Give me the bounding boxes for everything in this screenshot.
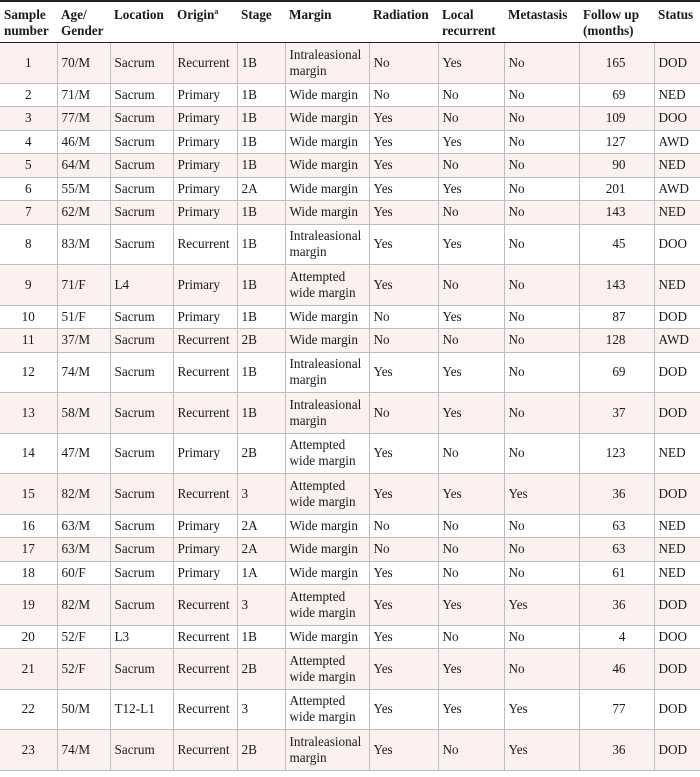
location-cell: Sacrum: [110, 730, 173, 771]
follow-up-cell: 69: [579, 83, 654, 107]
sample-number-cell: 4: [0, 130, 57, 154]
location-cell: Sacrum: [110, 177, 173, 201]
margin-cell: Wide margin: [285, 154, 369, 178]
follow-up-cell: 165: [579, 43, 654, 84]
age-gender-cell: 74/M: [57, 730, 110, 771]
location-cell: Sacrum: [110, 474, 173, 515]
table-row: [0, 433, 700, 474]
radiation-cell: Yes: [369, 177, 438, 201]
radiation-cell: Yes: [369, 689, 438, 730]
radiation-cell: Yes: [369, 730, 438, 771]
location-cell: Sacrum: [110, 201, 173, 225]
status-cell: DOO: [654, 625, 700, 649]
column-header: Radiation: [369, 1, 438, 43]
location-cell: Sacrum: [110, 43, 173, 84]
metastasis-cell: No: [504, 83, 579, 107]
age-gender-cell: 60/F: [57, 561, 110, 585]
radiation-cell: No: [369, 83, 438, 107]
local-recurrent-cell: No: [438, 538, 504, 562]
stage-cell: 1B: [237, 305, 285, 329]
stage-cell: 1B: [237, 625, 285, 649]
table-row: [0, 83, 700, 107]
header-label: Origin: [177, 7, 215, 22]
column-header: Follow up (months): [579, 1, 654, 43]
sample-number-cell: 3: [0, 107, 57, 131]
status-cell: NED: [654, 514, 700, 538]
margin-cell: Wide margin: [285, 83, 369, 107]
stage-cell: 1B: [237, 265, 285, 306]
sample-number-cell: 17: [0, 538, 57, 562]
margin-cell: Intraleasional margin: [285, 393, 369, 434]
age-gender-cell: 62/M: [57, 201, 110, 225]
location-cell: Sacrum: [110, 154, 173, 178]
table-row: [0, 538, 700, 562]
follow-up-cell: 36: [579, 585, 654, 626]
table-row: [0, 305, 700, 329]
column-header: Margin: [285, 1, 369, 43]
metastasis-cell: No: [504, 625, 579, 649]
radiation-cell: Yes: [369, 201, 438, 225]
age-gender-cell: 83/M: [57, 224, 110, 265]
location-cell: T12-L1: [110, 689, 173, 730]
margin-cell: Intraleasional margin: [285, 43, 369, 84]
margin-cell: Wide margin: [285, 130, 369, 154]
follow-up-cell: 127: [579, 130, 654, 154]
stage-cell: 2B: [237, 433, 285, 474]
margin-cell: Wide margin: [285, 201, 369, 225]
sample-number-cell: 23: [0, 730, 57, 771]
follow-up-cell: 46: [579, 649, 654, 690]
status-cell: NED: [654, 538, 700, 562]
stage-cell: 1B: [237, 393, 285, 434]
sample-number-cell: 7: [0, 201, 57, 225]
origin-cell: Recurrent: [173, 224, 237, 265]
table-body: [0, 43, 700, 771]
stage-cell: 1B: [237, 107, 285, 131]
sample-number-cell: 11: [0, 329, 57, 353]
sample-number-cell: 18: [0, 561, 57, 585]
radiation-cell: No: [369, 514, 438, 538]
sample-number-cell: 10: [0, 305, 57, 329]
age-gender-cell: 37/M: [57, 329, 110, 353]
radiation-cell: Yes: [369, 649, 438, 690]
local-recurrent-cell: Yes: [438, 474, 504, 515]
local-recurrent-cell: Yes: [438, 393, 504, 434]
origin-cell: Recurrent: [173, 649, 237, 690]
age-gender-cell: 58/M: [57, 393, 110, 434]
metastasis-cell: No: [504, 538, 579, 562]
table-row: [0, 561, 700, 585]
location-cell: Sacrum: [110, 305, 173, 329]
location-cell: Sacrum: [110, 83, 173, 107]
status-cell: DOD: [654, 730, 700, 771]
local-recurrent-cell: No: [438, 433, 504, 474]
metastasis-cell: Yes: [504, 585, 579, 626]
sample-number-cell: 5: [0, 154, 57, 178]
age-gender-cell: 51/F: [57, 305, 110, 329]
table-row: [0, 689, 700, 730]
age-gender-cell: 63/M: [57, 514, 110, 538]
metastasis-cell: Yes: [504, 730, 579, 771]
status-cell: AWD: [654, 329, 700, 353]
local-recurrent-cell: No: [438, 154, 504, 178]
stage-cell: 2B: [237, 329, 285, 353]
local-recurrent-cell: No: [438, 107, 504, 131]
footnote-marker: a: [214, 7, 219, 16]
origin-cell: Primary: [173, 154, 237, 178]
origin-cell: Recurrent: [173, 585, 237, 626]
stage-cell: 3: [237, 689, 285, 730]
origin-cell: Primary: [173, 265, 237, 306]
location-cell: Sacrum: [110, 433, 173, 474]
radiation-cell: Yes: [369, 433, 438, 474]
metastasis-cell: No: [504, 201, 579, 225]
origin-cell: Recurrent: [173, 329, 237, 353]
local-recurrent-cell: No: [438, 514, 504, 538]
origin-cell: Recurrent: [173, 393, 237, 434]
location-cell: Sacrum: [110, 585, 173, 626]
margin-cell: Attempted wide margin: [285, 474, 369, 515]
stage-cell: 2A: [237, 177, 285, 201]
local-recurrent-cell: No: [438, 561, 504, 585]
local-recurrent-cell: No: [438, 201, 504, 225]
column-header: Location: [110, 1, 173, 43]
radiation-cell: No: [369, 305, 438, 329]
sample-number-cell: 9: [0, 265, 57, 306]
metastasis-cell: No: [504, 514, 579, 538]
origin-cell: Primary: [173, 177, 237, 201]
stage-cell: 1A: [237, 561, 285, 585]
metastasis-cell: No: [504, 177, 579, 201]
margin-cell: Wide margin: [285, 177, 369, 201]
sample-number-cell: 8: [0, 224, 57, 265]
follow-up-cell: 69: [579, 352, 654, 393]
location-cell: L4: [110, 265, 173, 306]
radiation-cell: Yes: [369, 625, 438, 649]
metastasis-cell: No: [504, 352, 579, 393]
location-cell: L3: [110, 625, 173, 649]
metastasis-cell: No: [504, 43, 579, 84]
location-cell: Sacrum: [110, 224, 173, 265]
metastasis-cell: No: [504, 154, 579, 178]
status-cell: DOD: [654, 43, 700, 84]
table-row: [0, 43, 700, 84]
local-recurrent-cell: No: [438, 625, 504, 649]
location-cell: Sacrum: [110, 130, 173, 154]
metastasis-cell: No: [504, 224, 579, 265]
status-cell: DOO: [654, 107, 700, 131]
metastasis-cell: Yes: [504, 689, 579, 730]
sample-number-cell: 15: [0, 474, 57, 515]
margin-cell: Attempted wide margin: [285, 265, 369, 306]
local-recurrent-cell: Yes: [438, 130, 504, 154]
table-row: [0, 393, 700, 434]
margin-cell: Wide margin: [285, 514, 369, 538]
table-row: [0, 352, 700, 393]
table-row: [0, 585, 700, 626]
radiation-cell: Yes: [369, 154, 438, 178]
origin-cell: Primary: [173, 201, 237, 225]
metastasis-cell: No: [504, 649, 579, 690]
margin-cell: Wide margin: [285, 329, 369, 353]
follow-up-cell: 36: [579, 730, 654, 771]
radiation-cell: No: [369, 329, 438, 353]
status-cell: DOD: [654, 649, 700, 690]
table-row: [0, 130, 700, 154]
radiation-cell: Yes: [369, 107, 438, 131]
sample-number-cell: 2: [0, 83, 57, 107]
origin-cell: Primary: [173, 433, 237, 474]
location-cell: Sacrum: [110, 561, 173, 585]
metastasis-cell: No: [504, 130, 579, 154]
status-cell: NED: [654, 201, 700, 225]
status-cell: DOD: [654, 474, 700, 515]
location-cell: Sacrum: [110, 514, 173, 538]
age-gender-cell: 64/M: [57, 154, 110, 178]
follow-up-cell: 143: [579, 201, 654, 225]
location-cell: Sacrum: [110, 649, 173, 690]
local-recurrent-cell: Yes: [438, 585, 504, 626]
radiation-cell: Yes: [369, 561, 438, 585]
table-row: [0, 514, 700, 538]
local-recurrent-cell: Yes: [438, 689, 504, 730]
table-row: [0, 265, 700, 306]
radiation-cell: Yes: [369, 474, 438, 515]
sample-number-cell: 19: [0, 585, 57, 626]
location-cell: Sacrum: [110, 393, 173, 434]
status-cell: NED: [654, 83, 700, 107]
status-cell: DOD: [654, 689, 700, 730]
stage-cell: 2B: [237, 649, 285, 690]
sample-number-cell: 14: [0, 433, 57, 474]
age-gender-cell: 77/M: [57, 107, 110, 131]
radiation-cell: Yes: [369, 265, 438, 306]
follow-up-cell: 63: [579, 514, 654, 538]
radiation-cell: Yes: [369, 130, 438, 154]
stage-cell: 2A: [237, 538, 285, 562]
stage-cell: 3: [237, 585, 285, 626]
stage-cell: 1B: [237, 154, 285, 178]
stage-cell: 1B: [237, 201, 285, 225]
table-row: [0, 201, 700, 225]
radiation-cell: Yes: [369, 585, 438, 626]
table-row: [0, 107, 700, 131]
radiation-cell: No: [369, 43, 438, 84]
column-header: Metastasis: [504, 1, 579, 43]
local-recurrent-cell: No: [438, 265, 504, 306]
age-gender-cell: 63/M: [57, 538, 110, 562]
follow-up-cell: 37: [579, 393, 654, 434]
radiation-cell: No: [369, 393, 438, 434]
margin-cell: Attempted wide margin: [285, 649, 369, 690]
header-row: [0, 1, 700, 43]
stage-cell: 1B: [237, 130, 285, 154]
local-recurrent-cell: No: [438, 83, 504, 107]
follow-up-cell: 45: [579, 224, 654, 265]
margin-cell: Attempted wide margin: [285, 433, 369, 474]
status-cell: NED: [654, 561, 700, 585]
age-gender-cell: 55/M: [57, 177, 110, 201]
local-recurrent-cell: No: [438, 329, 504, 353]
column-header: Local recurrent: [438, 1, 504, 43]
status-cell: DOD: [654, 393, 700, 434]
metastasis-cell: No: [504, 305, 579, 329]
follow-up-cell: 63: [579, 538, 654, 562]
age-gender-cell: 50/M: [57, 689, 110, 730]
origin-cell: Recurrent: [173, 352, 237, 393]
age-gender-cell: 70/M: [57, 43, 110, 84]
follow-up-cell: 201: [579, 177, 654, 201]
origin-cell: Recurrent: [173, 730, 237, 771]
origin-cell: Recurrent: [173, 474, 237, 515]
age-gender-cell: 71/M: [57, 83, 110, 107]
margin-cell: Attempted wide margin: [285, 689, 369, 730]
table-row: [0, 224, 700, 265]
origin-cell: Primary: [173, 561, 237, 585]
follow-up-cell: 109: [579, 107, 654, 131]
stage-cell: 1B: [237, 224, 285, 265]
age-gender-cell: 52/F: [57, 625, 110, 649]
origin-cell: Primary: [173, 514, 237, 538]
table-row: [0, 177, 700, 201]
margin-cell: Intraleasional margin: [285, 730, 369, 771]
table-row: [0, 329, 700, 353]
origin-cell: Primary: [173, 130, 237, 154]
column-header: Age/ Gender: [57, 1, 110, 43]
follow-up-cell: 87: [579, 305, 654, 329]
radiation-cell: Yes: [369, 224, 438, 265]
location-cell: Sacrum: [110, 352, 173, 393]
status-cell: DOD: [654, 585, 700, 626]
status-cell: NED: [654, 433, 700, 474]
age-gender-cell: 74/M: [57, 352, 110, 393]
location-cell: Sacrum: [110, 329, 173, 353]
column-header: Status: [654, 1, 700, 43]
location-cell: Sacrum: [110, 538, 173, 562]
status-cell: NED: [654, 154, 700, 178]
origin-cell: Primary: [173, 305, 237, 329]
margin-cell: Attempted wide margin: [285, 585, 369, 626]
follow-up-cell: 143: [579, 265, 654, 306]
metastasis-cell: No: [504, 265, 579, 306]
status-cell: DOO: [654, 224, 700, 265]
margin-cell: Intraleasional margin: [285, 352, 369, 393]
follow-up-cell: 61: [579, 561, 654, 585]
sample-number-cell: 22: [0, 689, 57, 730]
origin-cell: Primary: [173, 538, 237, 562]
origin-cell: Recurrent: [173, 43, 237, 84]
age-gender-cell: 52/F: [57, 649, 110, 690]
stage-cell: 2A: [237, 514, 285, 538]
sample-number-cell: 13: [0, 393, 57, 434]
metastasis-cell: No: [504, 561, 579, 585]
column-header: Sample number: [0, 1, 57, 43]
sample-number-cell: 21: [0, 649, 57, 690]
radiation-cell: Yes: [369, 352, 438, 393]
stage-cell: 3: [237, 474, 285, 515]
status-cell: NED: [654, 265, 700, 306]
follow-up-cell: 36: [579, 474, 654, 515]
stage-cell: 1B: [237, 352, 285, 393]
sample-number-cell: 6: [0, 177, 57, 201]
table-row: [0, 730, 700, 771]
metastasis-cell: Yes: [504, 474, 579, 515]
margin-cell: Wide margin: [285, 107, 369, 131]
local-recurrent-cell: Yes: [438, 224, 504, 265]
radiation-cell: No: [369, 538, 438, 562]
table-row: [0, 154, 700, 178]
age-gender-cell: 47/M: [57, 433, 110, 474]
origin-cell: Primary: [173, 83, 237, 107]
margin-cell: Wide margin: [285, 305, 369, 329]
follow-up-cell: 4: [579, 625, 654, 649]
local-recurrent-cell: Yes: [438, 177, 504, 201]
local-recurrent-cell: No: [438, 730, 504, 771]
stage-cell: 1B: [237, 43, 285, 84]
metastasis-cell: No: [504, 107, 579, 131]
follow-up-cell: 90: [579, 154, 654, 178]
status-cell: AWD: [654, 130, 700, 154]
sample-number-cell: 12: [0, 352, 57, 393]
local-recurrent-cell: Yes: [438, 649, 504, 690]
sample-number-cell: 20: [0, 625, 57, 649]
metastasis-cell: No: [504, 433, 579, 474]
origin-cell: Recurrent: [173, 689, 237, 730]
column-header: [173, 1, 237, 43]
margin-cell: Intraleasional margin: [285, 224, 369, 265]
local-recurrent-cell: Yes: [438, 352, 504, 393]
age-gender-cell: 82/M: [57, 585, 110, 626]
location-cell: Sacrum: [110, 107, 173, 131]
status-cell: DOD: [654, 305, 700, 329]
origin-cell: Primary: [173, 107, 237, 131]
metastasis-cell: No: [504, 329, 579, 353]
origin-cell: Recurrent: [173, 625, 237, 649]
age-gender-cell: 82/M: [57, 474, 110, 515]
margin-cell: Wide margin: [285, 538, 369, 562]
local-recurrent-cell: Yes: [438, 305, 504, 329]
follow-up-cell: 123: [579, 433, 654, 474]
metastasis-cell: No: [504, 393, 579, 434]
margin-cell: Wide margin: [285, 561, 369, 585]
age-gender-cell: 46/M: [57, 130, 110, 154]
margin-cell: Wide margin: [285, 625, 369, 649]
local-recurrent-cell: Yes: [438, 43, 504, 84]
status-cell: AWD: [654, 177, 700, 201]
age-gender-cell: 71/F: [57, 265, 110, 306]
follow-up-cell: 77: [579, 689, 654, 730]
table-row: [0, 474, 700, 515]
table-row: [0, 649, 700, 690]
sample-number-cell: 1: [0, 43, 57, 84]
stage-cell: 1B: [237, 83, 285, 107]
table-row: [0, 625, 700, 649]
follow-up-cell: 128: [579, 329, 654, 353]
sample-number-cell: 16: [0, 514, 57, 538]
stage-cell: 2B: [237, 730, 285, 771]
column-header: Stage: [237, 1, 285, 43]
status-cell: DOD: [654, 352, 700, 393]
